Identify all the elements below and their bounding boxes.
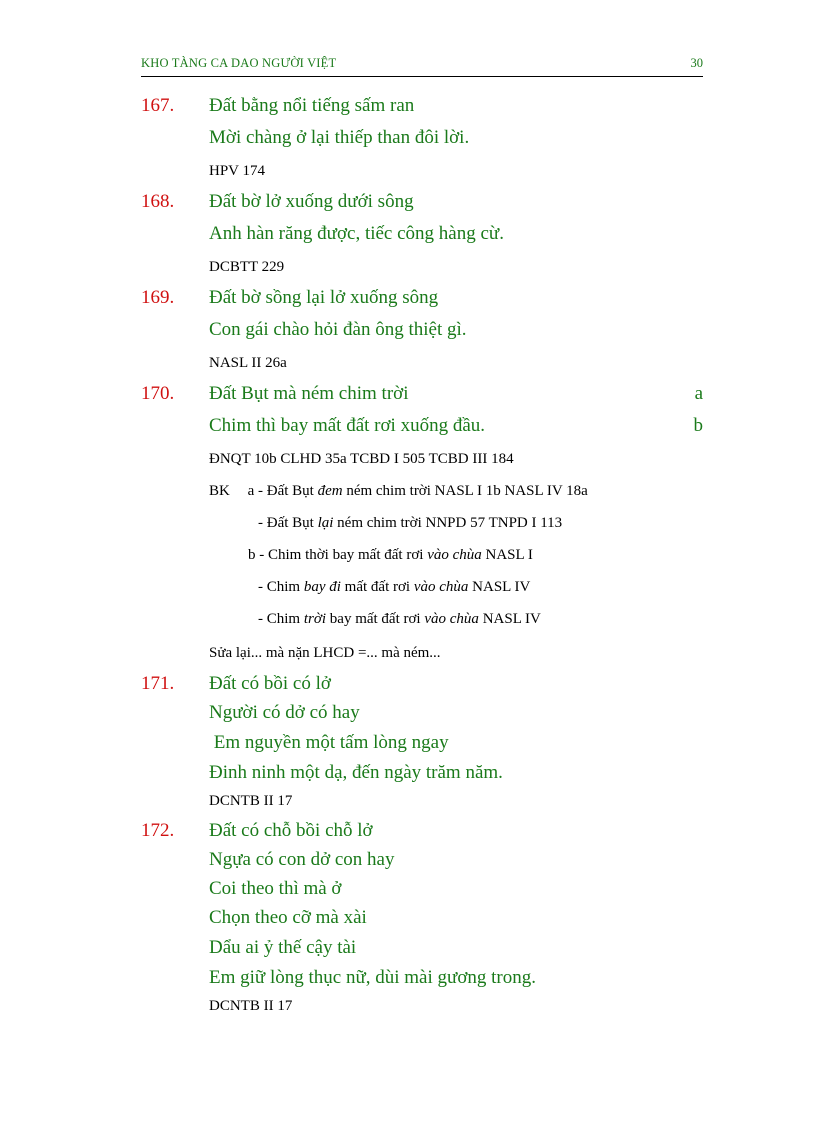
verse-line: Đất Bụt mà ném chim trời xyxy=(209,383,409,404)
correction-note: Sửa lại... mà nặn LHCD =... mà ném... xyxy=(209,645,441,661)
source-ref: HPV 174 xyxy=(209,163,265,179)
verse-line: Đinh ninh một dạ, đến ngày trăm năm. xyxy=(209,762,503,783)
source-ref: DCNTB II 17 xyxy=(209,793,293,809)
variant-text: NASL IV xyxy=(478,611,541,627)
line-marker: a xyxy=(694,383,703,404)
variant-emphasis: đem xyxy=(317,483,343,499)
verse-line: Chim thì bay mất đất rơi xuống đầu. xyxy=(209,415,486,436)
source-ref: DCBTT 229 xyxy=(209,259,285,275)
variant-emphasis: bay đi xyxy=(303,579,341,595)
variant-line xyxy=(248,547,533,564)
variant-text: - Đất Bụt xyxy=(258,515,318,531)
verse-line: Ngựa có con dở con hay xyxy=(209,849,395,870)
variant-text: mất đất rơi xyxy=(340,579,414,595)
verse-line: Mời chàng ở lại thiếp than đôi lời. xyxy=(209,127,470,148)
entry-number: 167. xyxy=(141,95,175,116)
verse-line: Đất bằng nổi tiếng sấm ran xyxy=(209,95,415,116)
variant-text: ném chim trời NNPD 57 TNPD I 113 xyxy=(333,515,563,531)
verse-line: Em nguyền một tấm lòng ngay xyxy=(209,732,449,753)
verse-line: Đất có bồi có lở xyxy=(209,673,331,694)
verse-line: Con gái chào hỏi đàn ông thiệt gì. xyxy=(209,319,467,340)
entry-number: 169. xyxy=(141,287,175,308)
variant-line xyxy=(258,611,541,628)
variant-emphasis: vào chùa xyxy=(413,579,469,595)
entry-number: 172. xyxy=(141,820,175,841)
page-number: 30 xyxy=(690,56,703,70)
verse-line: Đất bờ lở xuống dưới sông xyxy=(209,191,414,212)
variant-text: - Chim xyxy=(258,579,304,595)
variant-emphasis: trời xyxy=(303,611,327,627)
verse-line: Chọn theo cỡ mà xài xyxy=(209,907,367,928)
line-marker: b xyxy=(693,415,703,436)
book-title: KHO TÀNG CA DAO NGƯỜI VIỆT xyxy=(141,56,337,70)
verse-line: Đất bờ sồng lại lở xuống sông xyxy=(209,287,439,308)
variant-text: NASL I xyxy=(481,547,533,563)
verse-line: Anh hàn răng được, tiếc công hàng cừ. xyxy=(209,223,504,244)
variant-emphasis: lại xyxy=(317,515,334,531)
verse-line: Em giữ lòng thục nữ, dùi mài gương trong. xyxy=(209,967,536,988)
verse-line: Đất có chỗ bồi chỗ lở xyxy=(209,820,373,841)
entry-number: 171. xyxy=(141,673,175,694)
variant-line xyxy=(209,483,588,500)
variant-emphasis: vào chùa xyxy=(424,611,479,627)
variant-text: b - Chim thời bay mất đất rơi xyxy=(248,547,428,563)
entry-number: 170. xyxy=(141,383,175,404)
verse-line: Người có dở có hay xyxy=(209,702,360,723)
variant-emphasis: vào chùa xyxy=(427,547,482,563)
variant-line xyxy=(258,515,562,532)
source-ref: DCNTB II 17 xyxy=(209,998,293,1014)
verse-line: Coi theo thì mà ở xyxy=(209,878,342,899)
source-ref: ĐNQT 10b CLHD 35a TCBD I 505 TCBD III 184 xyxy=(209,451,514,467)
variant-text: NASL IV xyxy=(468,579,531,595)
entry-number: 168. xyxy=(141,191,175,212)
variant-line xyxy=(258,579,530,596)
variant-label: BK xyxy=(209,483,230,499)
variant-text: bay mất đất rơi xyxy=(326,611,425,627)
verse-line: Dẩu ai ỷ thế cậy tài xyxy=(209,937,357,958)
variant-text: a - Đất Bụt xyxy=(247,483,318,499)
variant-text: ném chim trời NASL I 1b NASL IV 18a xyxy=(342,483,588,499)
variant-text: - Chim xyxy=(258,611,304,627)
source-ref: NASL II 26a xyxy=(209,355,287,371)
